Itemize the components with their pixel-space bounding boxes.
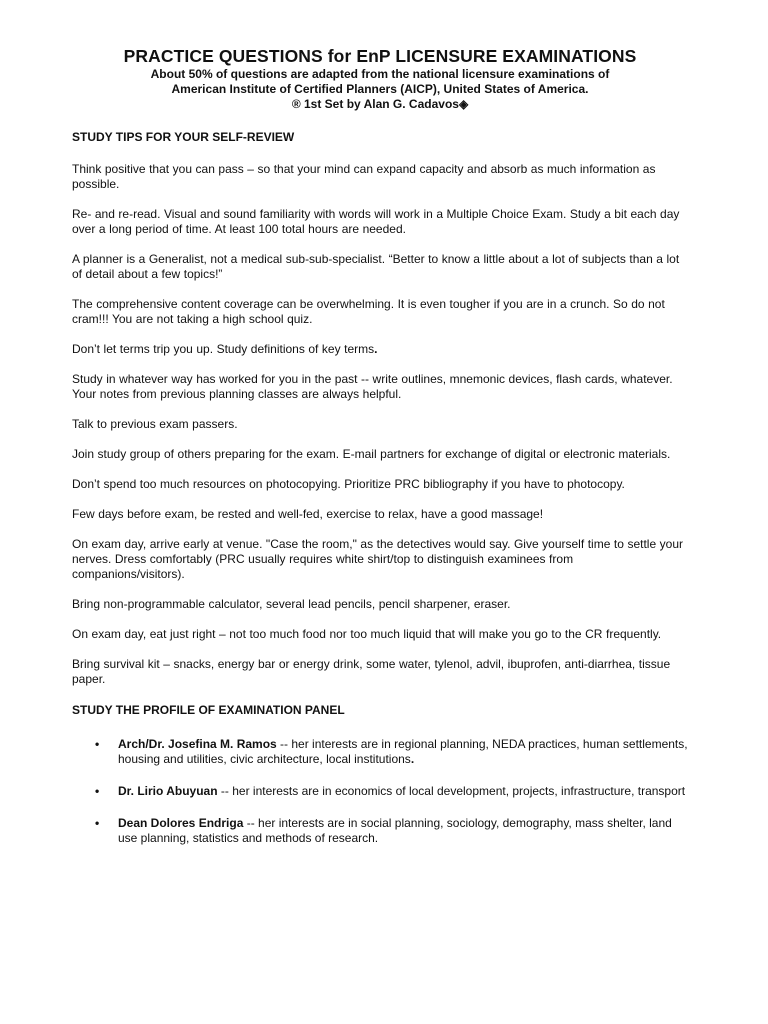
tip-paragraph: Don’t spend too much resources on photocopying. Prioritize PRC bibliography if you have to photocopy. <box>72 477 625 491</box>
panel-member-end: . <box>410 752 415 766</box>
panel-list <box>72 737 688 846</box>
tip-paragraph: Talk to previous exam passers. <box>72 417 238 431</box>
tip-paragraph: Few days before exam, be rested and well-fed, exercise to relax, have a good massage! <box>72 507 544 521</box>
bullet-marker: • <box>95 737 100 751</box>
tip-text: Don’t let terms trip you up. Study definitions of key terms <box>72 342 375 356</box>
tip-paragraph: Think positive that you can pass – so that your mind can expand capacity and absorb as much information as possible. <box>72 162 656 191</box>
tip-paragraph: Join study group of others preparing for the exam. E-mail partners for exchange of digital or electronic materials. <box>72 447 671 461</box>
panel-heading: STUDY THE PROFILE OF EXAMINATION PANEL <box>72 703 345 717</box>
tip-paragraph: Bring survival kit – snacks, energy bar or energy drink, some water, tylenol, advil, ibuprofen, anti-diarrhea, tissue paper. <box>72 657 671 686</box>
tip-paragraph: Bring non-programmable calculator, several lead pencils, pencil sharpener, eraser. <box>72 597 511 611</box>
tip-paragraph: On exam day, eat just right – not too much food nor too much liquid that will make you go to the CR frequently. <box>72 627 662 641</box>
subtitle-line-1: About 50% of questions are adapted from the national licensure examinations of <box>150 67 610 81</box>
tip-period: . <box>374 342 378 356</box>
tip-paragraph: Re- and re-read. Visual and sound familiarity with words will work in a Multiple Choice Exam. Study a bit each day over a long period of time. At least 100 total hours are needed. <box>72 207 680 236</box>
tip-paragraph: On exam day, arrive early at venue. "Case the room," as the detectives would say. Give yourself time to settle your nerves. Dress comfortably (PRC usually requires white shirt/top to distinguish examinees from companions/visitors). <box>72 537 684 581</box>
tip-paragraph-key-terms <box>72 342 688 357</box>
document-title: PRACTICE QUESTIONS for EnP LICENSURE EXAMINATIONS <box>123 46 637 66</box>
panel-member-item <box>72 816 688 846</box>
subtitle-line-2: American Institute of Certified Planners (AICP), United States of America. <box>171 82 589 96</box>
panel-member-item <box>72 737 688 767</box>
panel-member-interests: -- her interests are in economics of local development, projects, infrastructure, transport <box>217 784 686 798</box>
panel-member-item <box>72 784 688 799</box>
study-tips-heading: STUDY TIPS FOR YOUR SELF-REVIEW <box>72 130 295 144</box>
panel-member-interests: -- her interests are in social planning, sociology, demography, mass shelter, land use planning, statistics and methods of research. <box>118 816 672 845</box>
panel-member-name: Dean Dolores Endriga <box>118 816 244 830</box>
tip-paragraph: The comprehensive content coverage can be overwhelming. It is even tougher if you are in a crunch. So do not cram!!! You are not taking a high school quiz. <box>72 297 665 326</box>
panel-member-name: Arch/Dr. Josefina M. Ramos <box>118 737 277 751</box>
tip-paragraph: Study in whatever way has worked for you in the past -- write outlines, mnemonic devices, flash cards, whatever. Your notes from previous planning classes are always helpful. <box>72 372 673 401</box>
bullet-marker: • <box>95 784 100 798</box>
bullet-marker: • <box>95 816 100 830</box>
tip-paragraph: A planner is a Generalist, not a medical sub-sub-specialist. “Better to know a little about a lot of subjects than a lot of detail about a few topics!” <box>72 252 680 281</box>
panel-member-interests: -- her interests are in regional planning, NEDA practices, human settlements, housing and utilities, civic architecture, local institutions <box>118 737 688 766</box>
subtitle-line-3: ® 1st Set by Alan G. Cadavos◈ <box>291 97 469 111</box>
panel-member-name: Dr. Lirio Abuyuan <box>118 784 218 798</box>
